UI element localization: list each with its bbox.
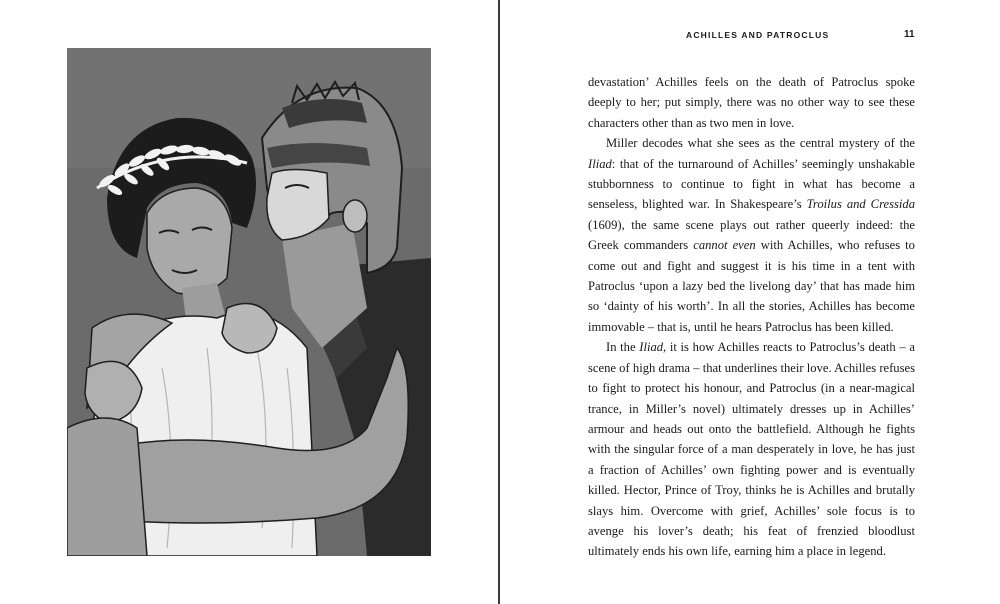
paragraph-2-part-c: (1609), the same scene plays out rather queerly indeed: the Greek commanders xyxy=(588,217,915,253)
cannot-even-emphasis: cannot even xyxy=(693,238,756,253)
iliad-title-2: Iliad xyxy=(639,340,664,355)
page-gutter xyxy=(498,0,500,604)
troilus-title: Troilus and Cressida xyxy=(806,197,915,212)
paragraph-2-part-d: with Achilles, who refuses to come out and fight and suggest it is his time in a tent with Patroclus ‘upon a lazy bed the livelong day’ that has made him so ‘dainty of his worth’. In all the stories, Achilles has become immovable – that is, until he hears Patroclus has been killed. xyxy=(588,238,915,334)
page-number: 11 xyxy=(904,29,915,40)
paragraph-3-part-b: , it is how Achilles reacts to Patroclus’s death – a scene of high drama – that underlines their love. Achilles refuses to fight to protect his honour, and Patroclus (in a near-magical trance, in Miller’s novel) ultimately dresses up in Achilles’ armour and heads out onto the battlefield. Although he fights with the singular force of a man desperately in love, he has just a fraction of Achilles’ own fighting power and is eventually killed. Hector, Prince of Troy, thinks he is Achilles and brutally slays him. Overcome with grief, Achilles’ sole focus is to avenge his lover’s death; his feat of frenzied bloodlust ultimately ends his own life, earning him a place in legend. xyxy=(588,340,915,559)
iliad-title: Iliad xyxy=(588,156,612,171)
achilles-patroclus-illustration xyxy=(67,48,431,556)
paragraph-3-part-a: In the xyxy=(606,340,640,355)
body-text xyxy=(588,72,915,562)
running-head: ACHILLES AND PATROCLUS xyxy=(686,30,830,40)
illustration-artwork xyxy=(67,48,431,556)
paragraph-1: devastation’ Achilles feels on the death of Patroclus spoke deeply to her; put simply, there was no other way to see these characters other than as two men in love. xyxy=(588,75,915,130)
paragraph-2-part-b: : that of the turnaround of Achilles’ seemingly unshakable stubbornness to continue to fight in what has become a senseless, blighted war. In Shakespeare’s xyxy=(588,156,915,212)
paragraph-2-part-a: Miller decodes what she sees as the central mystery of the xyxy=(606,136,915,151)
paragraph-3 xyxy=(588,337,915,561)
paragraph-2 xyxy=(588,133,915,337)
